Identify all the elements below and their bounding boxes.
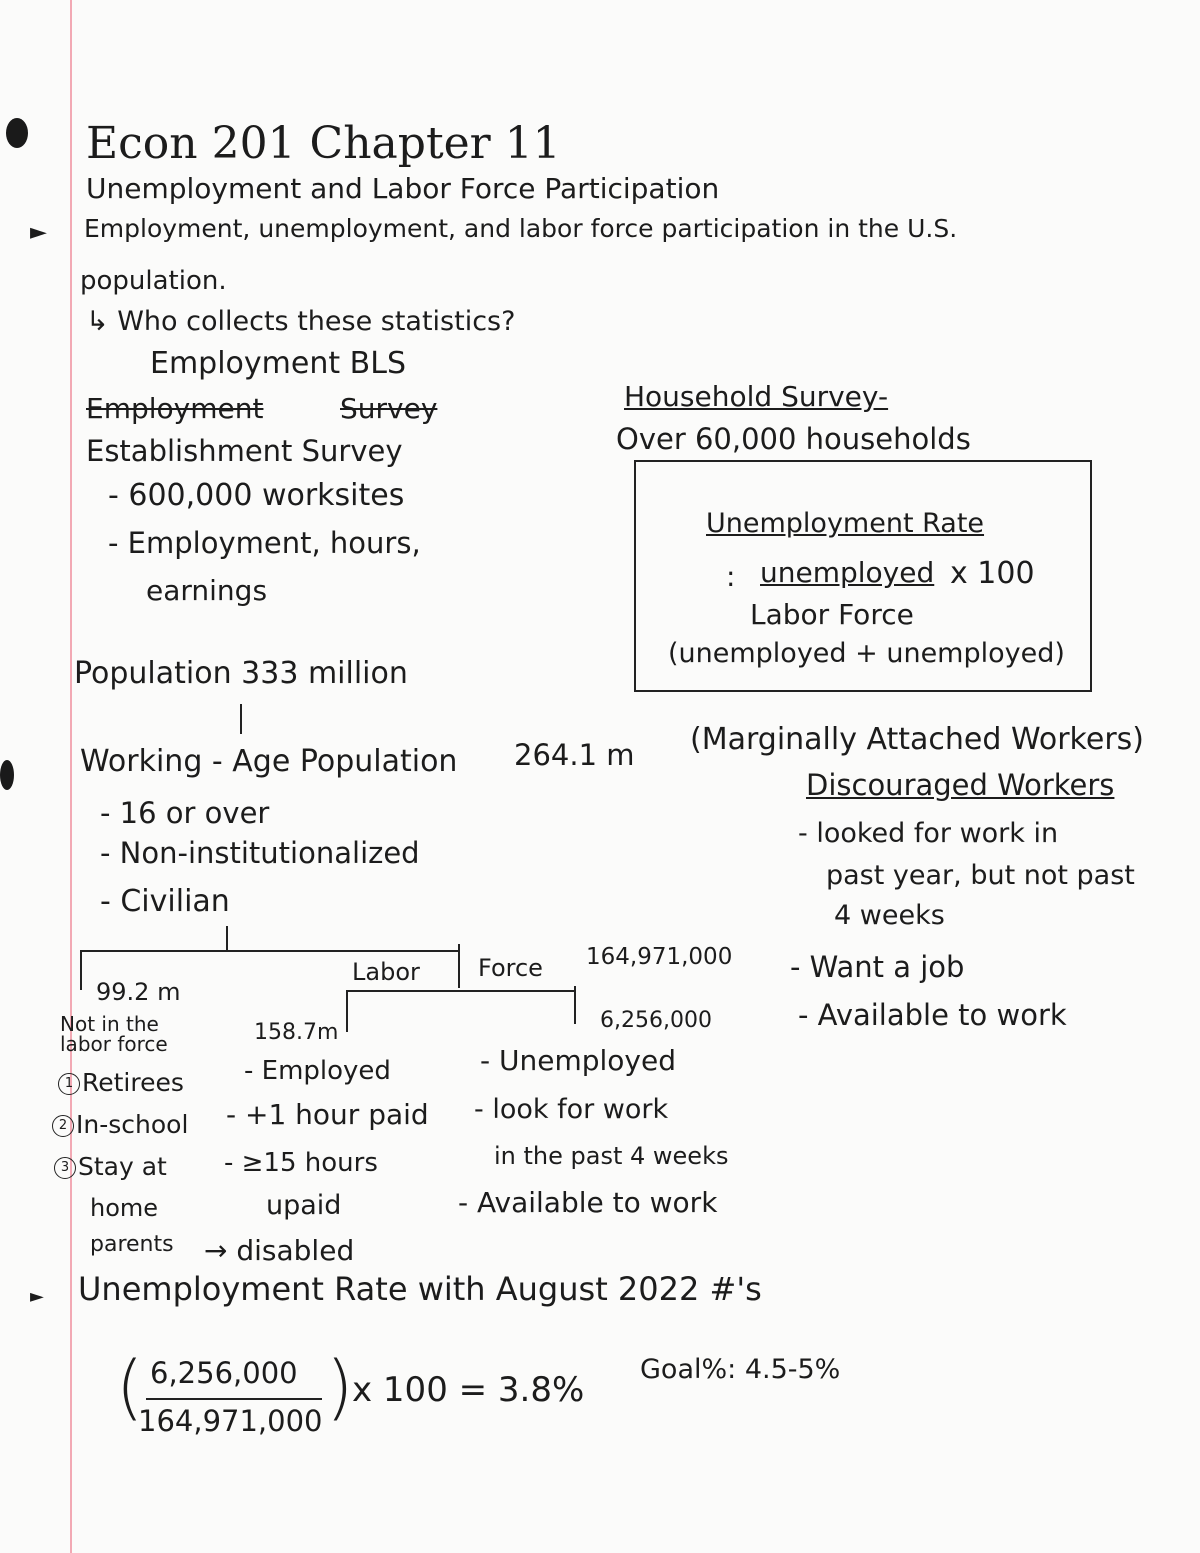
- formula-title: Unemployment Rate: [706, 508, 985, 539]
- formula-times: x 100: [950, 556, 1035, 591]
- labor-label: Labor: [352, 958, 420, 986]
- not-in-lf-item: 1 Retirees: [58, 1068, 184, 1097]
- not-in-lf-heading: Not in the: [60, 1012, 159, 1036]
- working-age-item: - Civilian: [100, 884, 230, 919]
- curved-arrow-icon: ↳: [86, 306, 109, 337]
- right-paren-icon: ): [326, 1346, 354, 1428]
- employed-item: → disabled: [204, 1234, 355, 1267]
- circled-number: 1: [58, 1073, 80, 1095]
- marginal-item: 4 weeks: [834, 900, 945, 931]
- not-in-lf-item: 2 In-school: [52, 1110, 188, 1139]
- calc-numerator: 6,256,000: [150, 1356, 298, 1390]
- formula-eq: :: [726, 560, 736, 593]
- struck-survey-word: Survey: [340, 392, 438, 425]
- employed-item: upaid: [266, 1190, 342, 1221]
- unemployed-item: - look for work: [474, 1094, 669, 1125]
- unemployed-item: - Unemployed: [480, 1044, 676, 1077]
- struck-employment-word: Employment: [86, 392, 264, 425]
- establishment-survey: Establishment Survey: [86, 434, 403, 468]
- surveys-heading: Employment BLS: [150, 346, 406, 381]
- unemployed-item: - Available to work: [458, 1186, 718, 1219]
- population: Population 333 million: [74, 656, 408, 691]
- tree-branch: [80, 950, 82, 990]
- binder-hole: [6, 118, 28, 148]
- tree-branch: [458, 944, 460, 988]
- circled-number: 3: [54, 1157, 76, 1179]
- tree-connector: [226, 926, 228, 952]
- marginal-item: - looked for work in: [798, 818, 1059, 849]
- not-in-lf-value: 99.2 m: [96, 978, 181, 1006]
- force-label: Force: [478, 954, 543, 982]
- working-age-item: - Non-institutionalized: [100, 836, 420, 870]
- employed-item: - Employed: [244, 1056, 391, 1086]
- labor-force-total: 164,971,000: [586, 944, 733, 970]
- calc-result: x 100 = 3.8%: [352, 1370, 585, 1410]
- employed-item: - +1 hour paid: [226, 1098, 429, 1131]
- question: ↳ Who collects these statistics?: [86, 306, 516, 337]
- calc-denominator: 164,971,000: [138, 1404, 323, 1438]
- working-age-item: - 16 or over: [100, 796, 270, 830]
- marginal-item: past year, but not past: [826, 860, 1135, 891]
- marginal-item: - Available to work: [798, 998, 1067, 1032]
- not-in-lf-item: home: [90, 1194, 159, 1222]
- unemployed-count: 6,256,000: [600, 1008, 712, 1033]
- binder-hole: [0, 760, 14, 790]
- formula-denominator: Labor Force: [750, 598, 914, 631]
- household-survey: Household Survey-: [624, 380, 889, 413]
- working-age-value: 264.1 m: [514, 738, 635, 772]
- page-title: Econ 201 Chapter 11: [86, 118, 561, 169]
- labor-force-branch: [574, 986, 576, 1024]
- fraction-bar: [146, 1398, 322, 1400]
- marginal-item: - Want a job: [790, 950, 965, 984]
- unemployed-item: in the past 4 weeks: [494, 1142, 729, 1170]
- formula-numerator: unemployed: [760, 556, 935, 589]
- arrow-bullet-icon: ►: [30, 1286, 44, 1307]
- est-item: - Employment, hours,: [108, 526, 421, 560]
- household-detail: Over 60,000 households: [616, 422, 971, 456]
- est-item: - 600,000 worksites: [108, 478, 405, 513]
- arrow-bullet-icon: ►: [30, 220, 47, 245]
- intro-line-1: Employment, unemployment, and labor force participation in the U.S.: [84, 214, 958, 243]
- intro-line-2: population.: [80, 266, 227, 296]
- circled-number: 2: [52, 1115, 74, 1137]
- marginal-heading: (Marginally Attached Workers): [690, 722, 1144, 757]
- not-in-lf-heading: labor force: [60, 1032, 168, 1056]
- labor-force-branch: [346, 990, 348, 1032]
- employed-item: - ≥15 hours: [224, 1148, 378, 1178]
- tree-connector: [240, 704, 242, 734]
- formula-note: (unemployed + unemployed): [668, 638, 1065, 669]
- est-item: earnings: [146, 574, 268, 607]
- not-in-lf-item: 3 Stay at: [54, 1152, 167, 1181]
- goal-rate: Goal%: 4.5-5%: [640, 1354, 841, 1385]
- subtitle: Unemployment and Labor Force Participation: [86, 172, 720, 205]
- labor-force-branch: [346, 990, 576, 992]
- tree-branch: [80, 950, 460, 952]
- left-paren-icon: (: [116, 1346, 144, 1428]
- calc-heading: Unemployment Rate with August 2022 #'s: [78, 1270, 762, 1308]
- notebook-margin-line: [70, 0, 72, 1553]
- employed-count: 158.7m: [254, 1020, 339, 1045]
- not-in-lf-item: parents: [90, 1232, 174, 1257]
- discouraged-heading: Discouraged Workers: [806, 768, 1115, 802]
- working-age-label: Working - Age Population: [80, 744, 458, 779]
